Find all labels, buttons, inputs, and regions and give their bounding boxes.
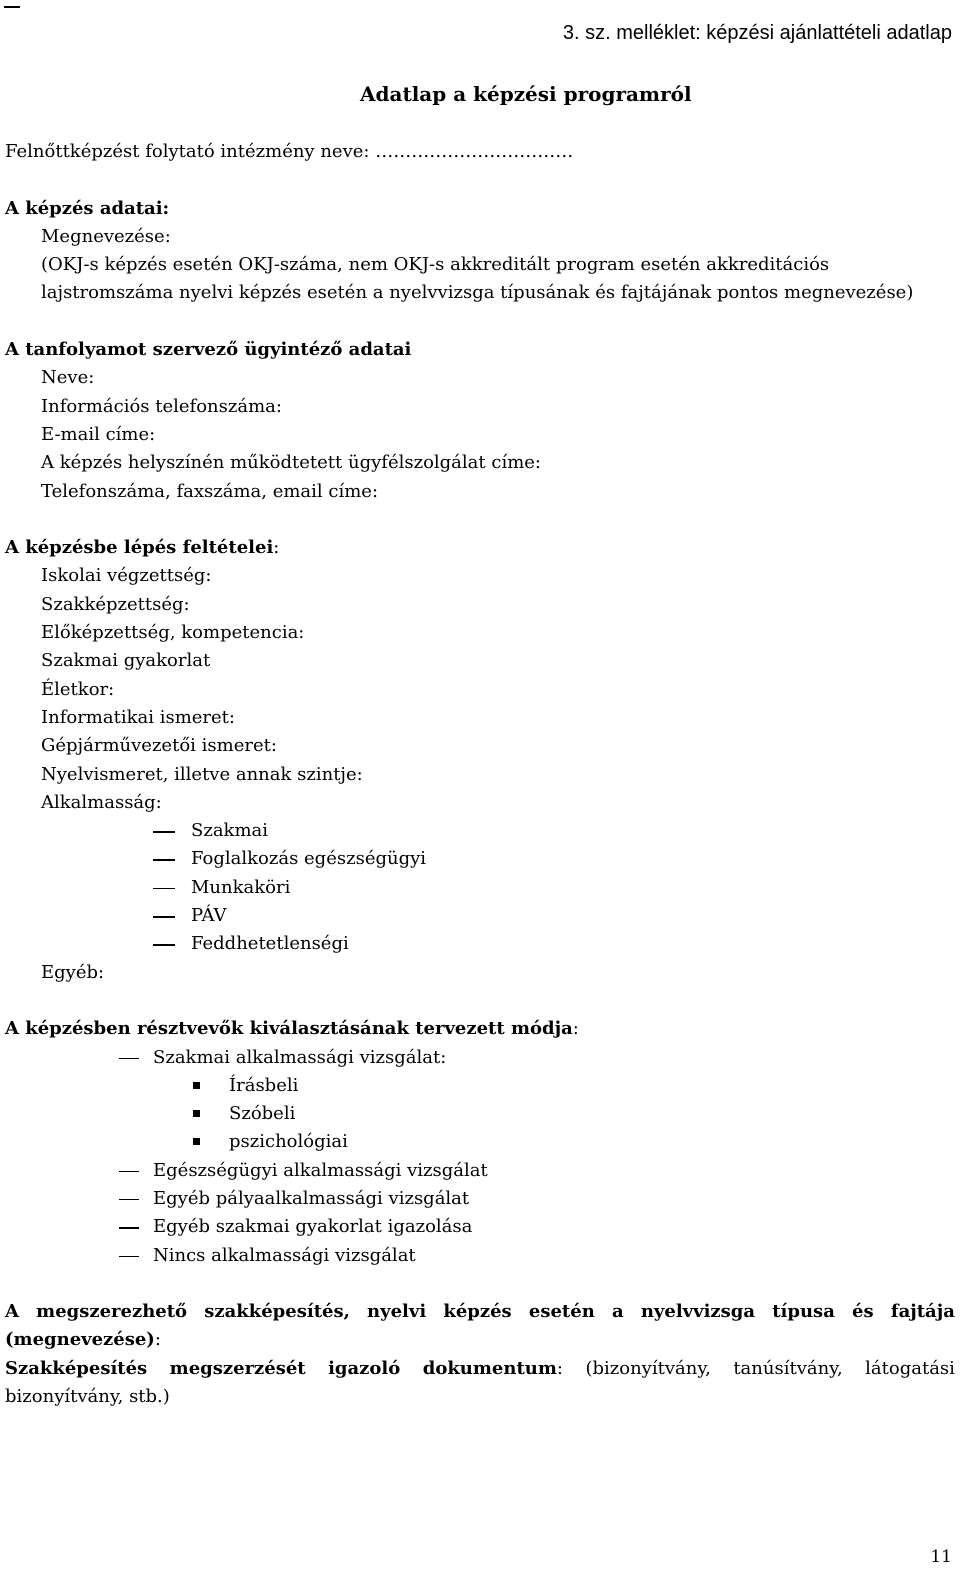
page-corner-mark (4, 6, 20, 8)
selection-item: Szakmai alkalmassági vizsgálat: (5, 1044, 955, 1072)
entry-field: Informatikai ismeret: (41, 706, 235, 728)
annex-label: 3. sz. melléklet: képzési ajánlattételi adatlap (562, 22, 952, 44)
entry-heading: A képzésbe lépés feltételei: (5, 537, 280, 559)
aptitude-item: Feddhetetlenségi (5, 930, 955, 958)
square-bullet-icon (193, 1138, 200, 1145)
entry-field: Előképzettség, kompetencia: (41, 622, 305, 644)
square-bullet-icon (193, 1082, 200, 1089)
qualification-heading-line-2: (megnevezése): (5, 1329, 161, 1351)
dash-bullet-icon (153, 831, 175, 833)
square-bullet-icon (193, 1110, 200, 1117)
selection-item: Egyéb pályaalkalmassági vizsgálat (5, 1185, 955, 1213)
dash-bullet-icon (153, 859, 175, 861)
dash-bullet-icon (153, 944, 175, 946)
certificate-document-line-2: bizonyítvány, stb.) (5, 1386, 170, 1408)
entry-field: Szakképzettség: (41, 593, 190, 615)
training-data-heading: A képzés adatai: (5, 197, 170, 219)
selection-item: Egyéb szakmai gyakorlat igazolása (5, 1213, 955, 1241)
qualification-heading-line-1: A megszerezhető szakképesítés, nyelvi képzés esetén a nyelvvizsga típusa és fajtája (5, 1301, 955, 1323)
document-body (5, 138, 955, 1411)
dash-bullet-icon (119, 1058, 139, 1060)
dash-bullet-icon (119, 1171, 139, 1173)
page-number: 11 (930, 1547, 952, 1567)
dash-bullet-icon (153, 888, 175, 890)
aptitude-item: Munkaköri (5, 874, 955, 902)
dash-bullet-icon (119, 1256, 139, 1258)
selection-item: Egészségügyi alkalmassági vizsgálat (5, 1157, 955, 1185)
aptitude-item: Foglalkozás egészségügyi (5, 845, 955, 873)
entry-field: Szakmai gyakorlat (41, 650, 211, 672)
aptitude-item: Szakmai (5, 817, 955, 845)
institution-line (5, 138, 955, 166)
selection-heading: A képzésben résztvevők kiválasztásának tervezett módja: (5, 1018, 579, 1040)
dash-bullet-icon (153, 916, 175, 918)
dash-bullet-icon (119, 1199, 139, 1201)
document-title: Adatlap a képzési programról (360, 82, 692, 106)
entry-field: Iskolai végzettség: (41, 565, 212, 587)
training-note-line-2: lajstromszáma nyelvi képzés esetén a nyelvvizsga típusának és fajtájának pontos megnevezése) (41, 282, 914, 304)
entry-field: Alkalmasság: (41, 791, 162, 813)
entry-field: Nyelvismeret, illetve annak szintje: (41, 763, 363, 785)
aptitude-item: PÁV (5, 902, 955, 930)
organizer-field: Neve: (41, 367, 95, 389)
institution-label: Felnőttképzést folytató intézmény neve: (5, 141, 370, 162)
selection-item: Nincs alkalmassági vizsgálat (5, 1242, 955, 1270)
training-name-label: Megnevezése: (41, 225, 171, 247)
organizer-heading: A tanfolyamot szervező ügyintéző adatai (5, 339, 412, 361)
selection-sub-item: pszichológiai (5, 1128, 955, 1156)
organizer-field: E-mail címe: (41, 423, 156, 445)
organizer-field: A képzés helyszínén működtetett ügyfélszolgálat címe: (41, 452, 541, 474)
dash-bullet-icon (119, 1227, 139, 1229)
entry-other-label: Egyéb: (41, 961, 105, 983)
organizer-field: Információs telefonszáma: (41, 395, 282, 417)
entry-field: Gépjárművezetői ismeret: (41, 735, 277, 757)
entry-field: Életkor: (41, 678, 115, 700)
institution-value: …………………………… (375, 141, 574, 162)
organizer-field: Telefonszáma, faxszáma, email címe: (41, 480, 379, 502)
training-note-line-1: (OKJ-s képzés esetén OKJ-száma, nem OKJ-s akkreditált program esetén akkreditációs (41, 254, 830, 276)
selection-sub-item: Írásbeli (5, 1072, 955, 1100)
selection-sub-item: Szóbeli (5, 1100, 955, 1128)
certificate-document-line-1: Szakképesítés megszerzését igazoló dokumentum: (bizonyítvány, tanúsítvány, látogatási (5, 1357, 955, 1379)
